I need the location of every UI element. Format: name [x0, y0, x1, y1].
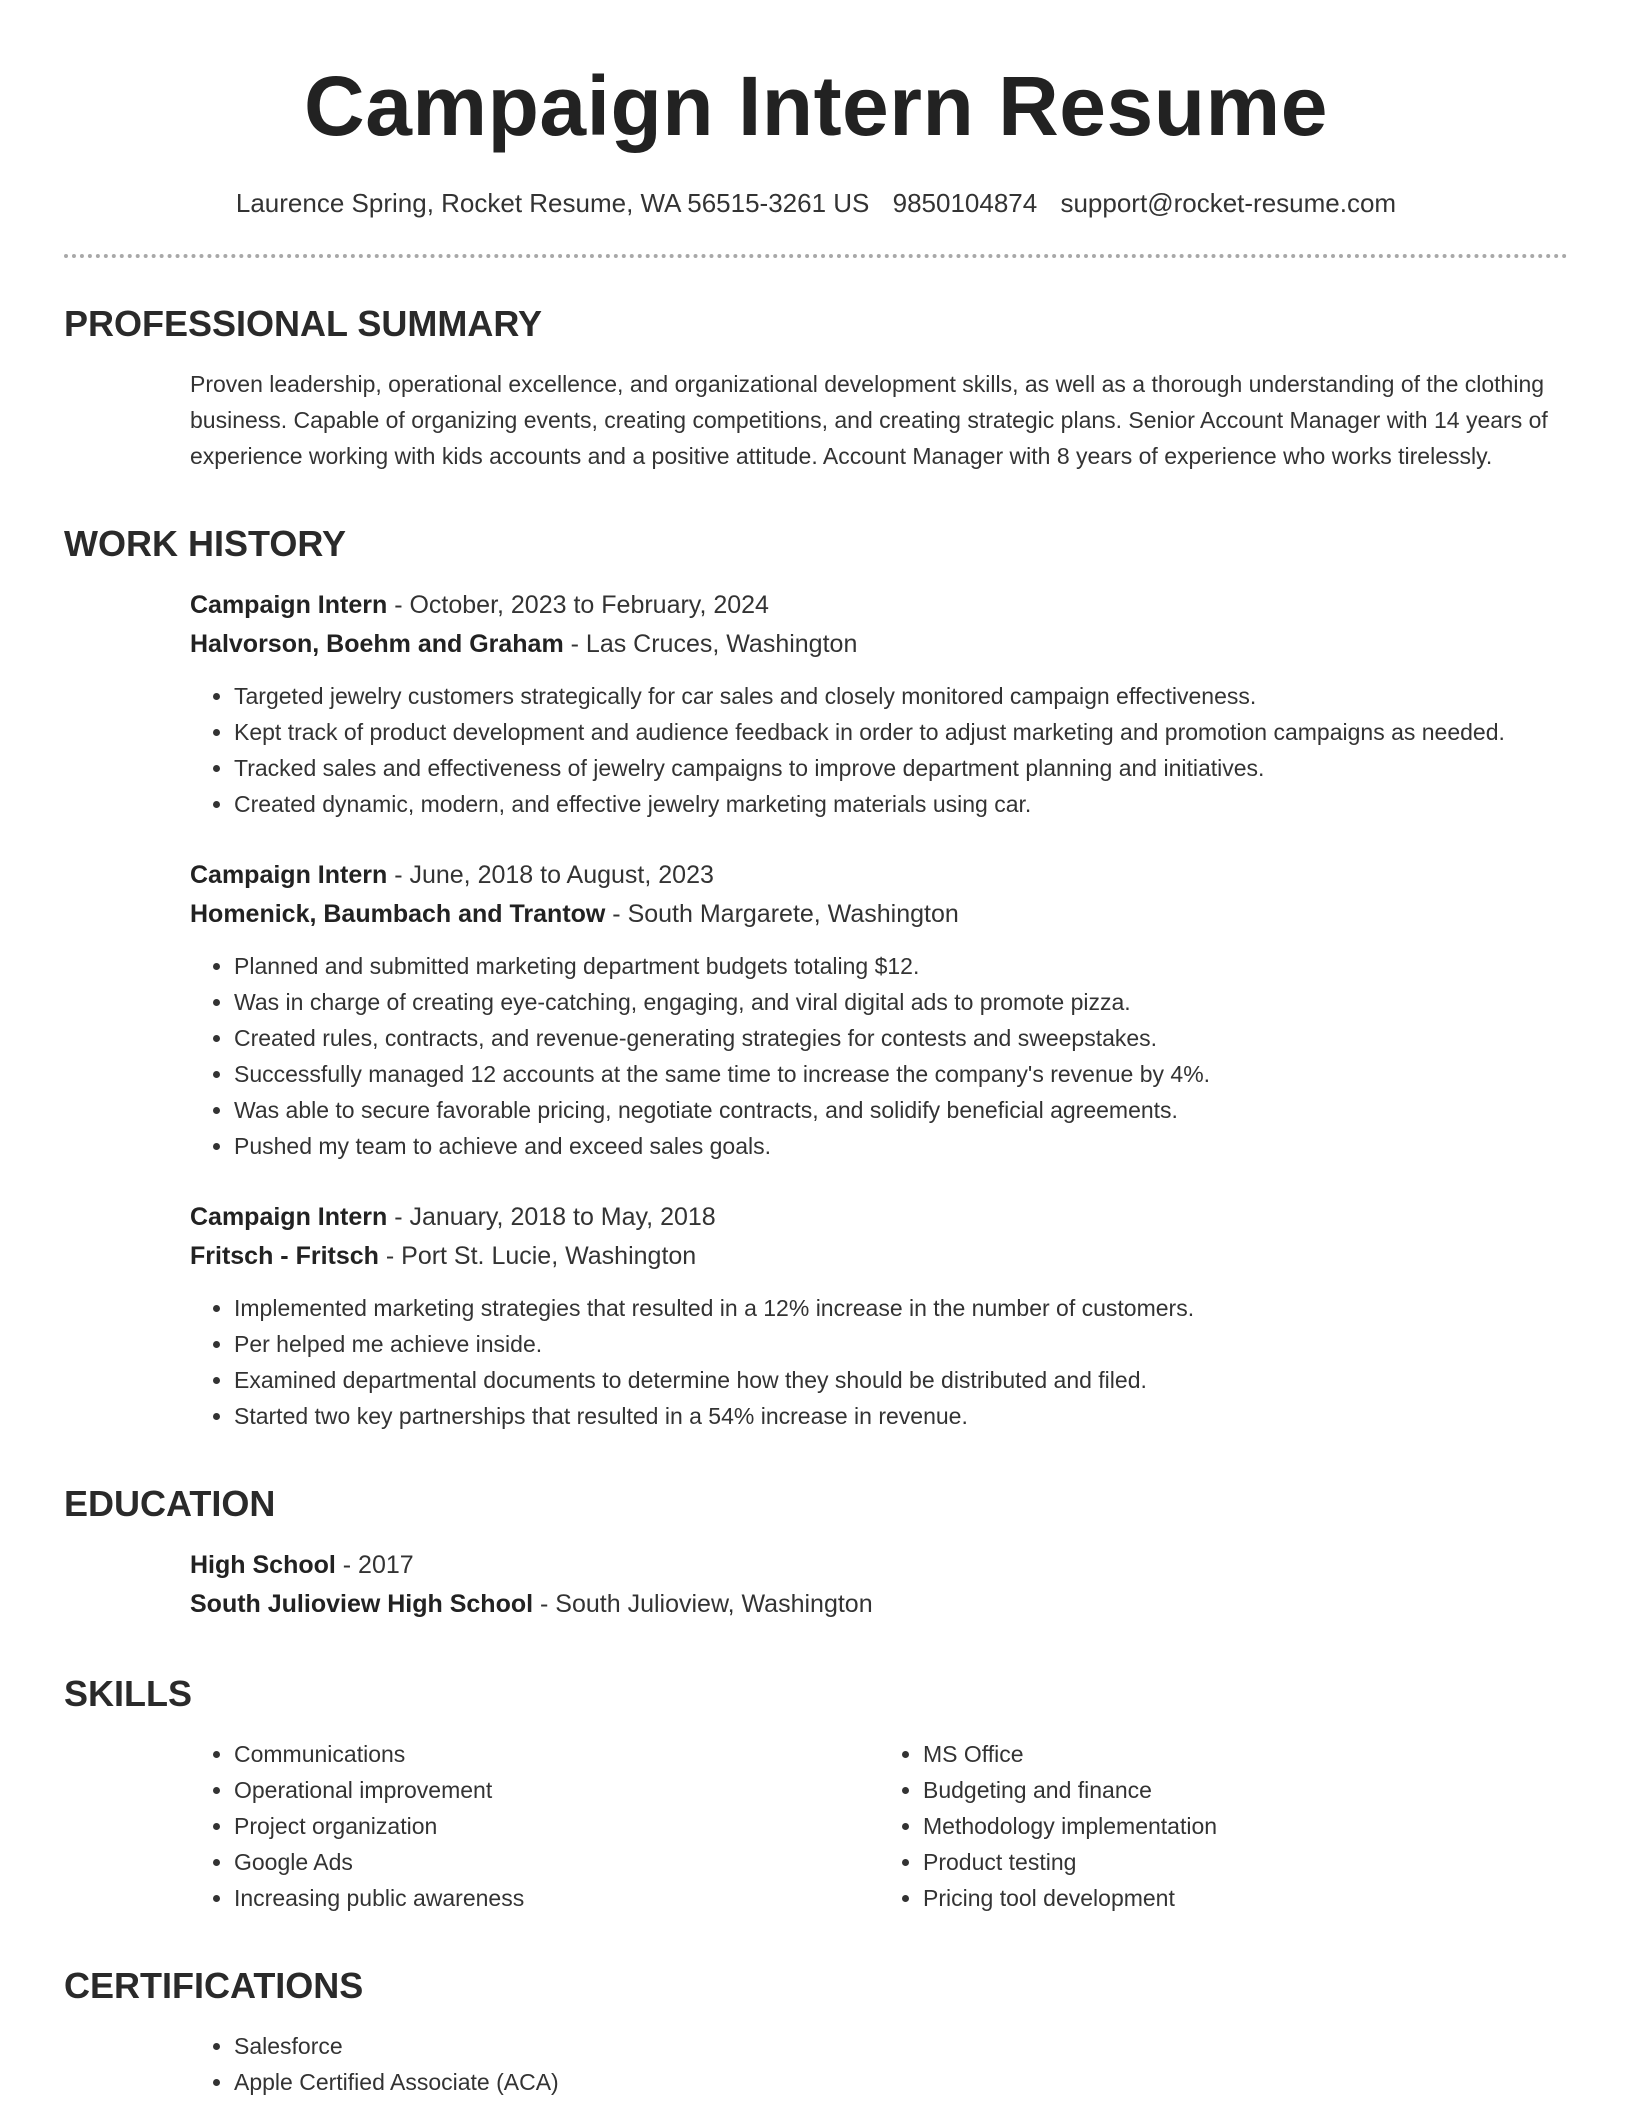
education-degree: High School	[190, 1551, 336, 1579]
work-history-heading: WORK HISTORY	[64, 523, 347, 564]
education-heading: EDUCATION	[64, 1483, 276, 1524]
list-item: • Kept track of product development and audience feedback in order to adjust marketing and promotion campaigns as needed.	[234, 714, 1568, 750]
job-company: Halvorson, Boehm and Graham	[190, 630, 564, 658]
contact-address: Laurence Spring, Rocket Resume, WA 56515-3261 US	[235, 188, 870, 218]
job-dates: - January, 2018 to May, 2018	[387, 1203, 716, 1231]
summary-section	[64, 302, 1568, 474]
job-location: - South Margarete, Washington	[605, 900, 959, 928]
list-item: • Implemented marketing strategies that resulted in a 12% increase in the number of customers.	[234, 1290, 1568, 1326]
header-divider	[64, 254, 1568, 258]
list-item: • Planned and submitted marketing department budgets totaling $12.	[234, 948, 1568, 984]
job-entry	[190, 586, 1568, 822]
job-title: Campaign Intern	[190, 591, 388, 619]
education-section	[64, 1482, 1568, 1624]
job-dates: - October, 2023 to February, 2024	[387, 591, 769, 619]
job-location: - Las Cruces, Washington	[563, 630, 858, 658]
certifications-heading: CERTIFICATIONS	[64, 1965, 364, 2006]
job-bullets	[190, 948, 1568, 1164]
skills-right-list	[879, 1736, 1568, 1916]
job-location: - Port St. Lucie, Washington	[378, 1242, 697, 1270]
certification-item: • Apple Certified Associate (ACA)	[234, 2064, 1568, 2100]
education-school: South Julioview High School	[190, 1590, 534, 1618]
job-entry	[190, 856, 1568, 1164]
list-item: • Created dynamic, modern, and effective jewelry marketing materials using car.	[234, 786, 1568, 822]
resume-title: Campaign Intern Resume	[304, 59, 1328, 153]
certifications-section	[64, 1964, 1568, 2100]
summary-heading: PROFESSIONAL SUMMARY	[64, 303, 543, 344]
list-item: • Was in charge of creating eye-catching, engaging, and viral digital ads to promote pizza.	[234, 984, 1568, 1020]
skill-item: • Operational improvement	[234, 1772, 879, 1808]
summary-text: Proven leadership, operational excellence, and organizational development skills, as well as a thorough understanding of the clothing business. Capable of organizing events, creating competitions, and creating strategic plans. Senior Account Manager with 14 years of experience working with kids accounts and a positive attitude. Account Manager with 8 years of experience who works tirelessly.	[190, 371, 1548, 469]
skills-section	[64, 1672, 1568, 1916]
job-title: Campaign Intern	[190, 1203, 388, 1231]
skill-item: • MS Office	[923, 1736, 1568, 1772]
skills-heading: SKILLS	[64, 1673, 193, 1714]
skill-item: • Communications	[234, 1736, 879, 1772]
list-item: • Tracked sales and effectiveness of jewelry campaigns to improve department planning and initiatives.	[234, 750, 1568, 786]
skill-item: • Increasing public awareness	[234, 1880, 879, 1916]
skill-item: • Google Ads	[234, 1844, 879, 1880]
skills-columns	[190, 1736, 1568, 1916]
contact-email: support@rocket-resume.com	[1060, 188, 1397, 218]
education-location: - South Julioview, Washington	[533, 1590, 873, 1618]
job-company: Homenick, Baumbach and Trantow	[190, 900, 606, 928]
list-item: • Started two key partnerships that resulted in a 54% increase in revenue.	[234, 1398, 1568, 1434]
contact-phone: 9850104874	[892, 188, 1038, 218]
skill-item: • Methodology implementation	[923, 1808, 1568, 1844]
job-bullets	[190, 1290, 1568, 1434]
list-item: • Per helped me achieve inside.	[234, 1326, 1568, 1362]
job-entry	[190, 1198, 1568, 1434]
contact-line	[64, 186, 1568, 220]
list-item: • Targeted jewelry customers strategically for car sales and closely monitored campaign effectiveness.	[234, 678, 1568, 714]
skill-item: • Product testing	[923, 1844, 1568, 1880]
job-dates: - June, 2018 to August, 2023	[387, 861, 714, 889]
skills-left-list	[190, 1736, 879, 1916]
job-title: Campaign Intern	[190, 861, 388, 889]
job-list	[190, 586, 1568, 1434]
work-history-section	[64, 522, 1568, 1434]
list-item: • Created rules, contracts, and revenue-generating strategies for contests and sweepstakes.	[234, 1020, 1568, 1056]
job-company: Fritsch - Fritsch	[190, 1242, 379, 1270]
list-item: • Examined departmental documents to determine how they should be distributed and filed.	[234, 1362, 1568, 1398]
certification-item: • Salesforce	[234, 2028, 1568, 2064]
list-item: • Pushed my team to achieve and exceed sales goals.	[234, 1128, 1568, 1164]
skill-item: • Project organization	[234, 1808, 879, 1844]
job-bullets	[190, 678, 1568, 822]
education-year: - 2017	[335, 1551, 414, 1579]
certifications-list	[190, 2028, 1568, 2100]
skill-item: • Budgeting and finance	[923, 1772, 1568, 1808]
skill-item: • Pricing tool development	[923, 1880, 1568, 1916]
list-item: • Successfully managed 12 accounts at the same time to increase the company's revenue by 4%.	[234, 1056, 1568, 1092]
list-item: • Was able to secure favorable pricing, negotiate contracts, and solidify beneficial agreements.	[234, 1092, 1568, 1128]
